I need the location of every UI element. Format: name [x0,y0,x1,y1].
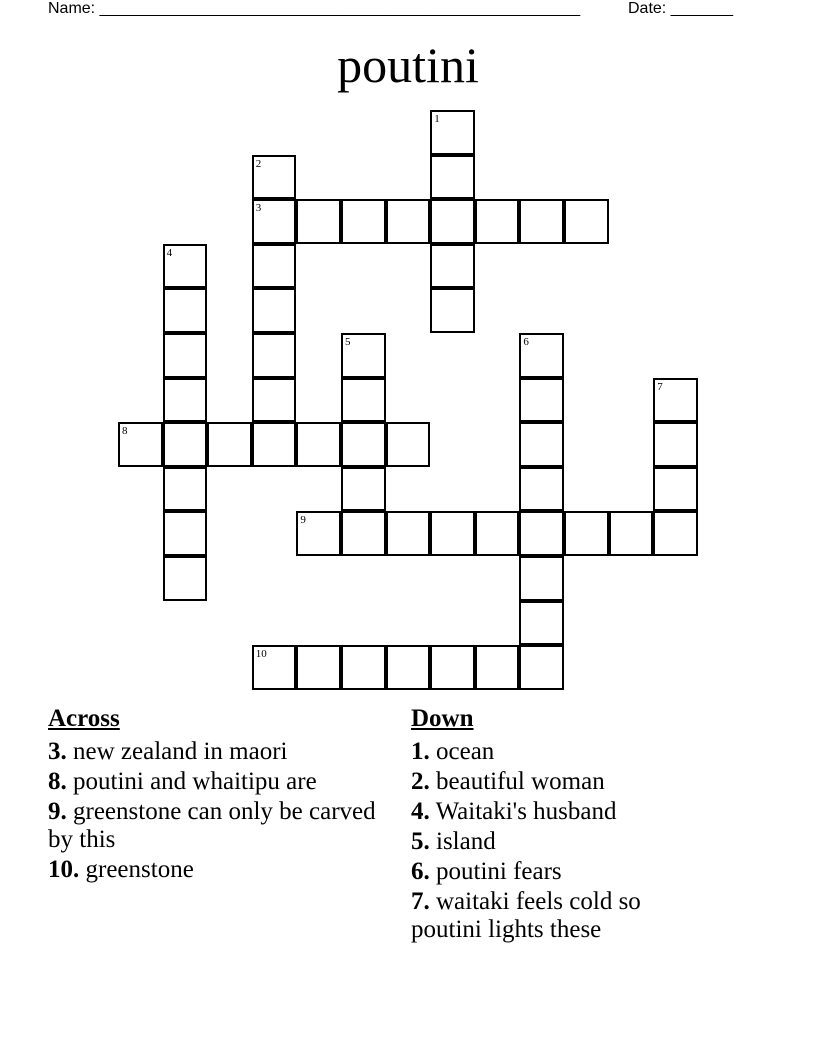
grid-cell[interactable] [163,333,208,378]
grid-cell[interactable] [163,467,208,512]
clue-text: poutini and whaitipu are [73,768,317,795]
grid-cell[interactable] [653,378,698,423]
grid-cell[interactable] [519,333,564,378]
grid-cell[interactable] [341,199,386,244]
grid-cell[interactable] [252,333,297,378]
grid-cell[interactable] [163,288,208,333]
grid-cell[interactable] [163,422,208,467]
clue-number: 5. [411,828,430,855]
grid-cell[interactable] [430,110,475,155]
cell-number: 6 [523,336,529,348]
grid-cell[interactable] [118,422,163,467]
grid-cell[interactable] [386,422,431,467]
grid-cell[interactable] [252,155,297,200]
clue-text: new zealand in maori [73,738,288,765]
grid-cell[interactable] [430,645,475,690]
grid-cell[interactable] [653,422,698,467]
name-label: Name: ______________________________________________________ [48,0,581,17]
grid-cell[interactable] [163,556,208,601]
grid-cell[interactable] [519,556,564,601]
grid-cell[interactable] [564,511,609,556]
down-clues [411,704,711,946]
clue-number: 1. [411,738,430,765]
clue-down-1 [411,738,711,766]
grid-cell[interactable] [341,645,386,690]
cell-number: 10 [255,648,267,661]
grid-cell[interactable] [430,511,475,556]
clue-text: greenstone [85,856,194,883]
grid-cell[interactable] [296,422,341,467]
grid-cell[interactable] [252,288,297,333]
grid-cell[interactable] [519,378,564,423]
grid-cell[interactable] [341,422,386,467]
grid-cell[interactable] [519,511,564,556]
grid-cell[interactable] [519,199,564,244]
clue-across-9 [48,798,378,854]
clue-text: poutini fears [436,858,562,885]
cell-number: 7 [657,380,663,393]
grid-cell[interactable] [296,199,341,244]
grid-cell[interactable] [519,645,564,690]
grid-cell[interactable] [252,645,297,690]
date-label: Date: _______ [628,0,733,17]
clue-down-4 [411,798,711,826]
across-heading: Across [48,705,120,732]
grid-cell[interactable] [430,288,475,333]
grid-cell[interactable] [341,333,386,378]
grid-cell[interactable] [252,244,297,289]
grid-cell[interactable] [252,378,297,423]
grid-cell[interactable] [163,244,208,289]
cell-number: 8 [122,425,128,438]
grid-cell[interactable] [341,467,386,512]
clue-number: 8. [48,768,67,795]
clue-text: island [436,828,496,855]
clue-down-5 [411,828,711,856]
clue-down-6 [411,858,711,886]
grid-cell[interactable] [163,378,208,423]
clue-down-7 [411,888,711,944]
grid-cell[interactable] [519,467,564,512]
grid-cell[interactable] [430,155,475,200]
cell-number: 2 [255,157,262,170]
grid-cell[interactable] [296,511,341,556]
grid-cell[interactable] [609,511,654,556]
cell-number: 3 [255,202,262,215]
grid-cell[interactable] [296,645,341,690]
grid-cell[interactable] [475,645,520,690]
clue-number: 6. [411,858,430,885]
clue-text: Waitaki's husband [435,798,617,825]
grid-cell[interactable] [386,199,431,244]
clue-text: waitaki feels cold so poutini lights these [411,888,641,943]
clue-text: ocean [436,738,495,765]
clue-text: greenstone can only be carved by this [48,798,376,853]
clue-across-3 [48,738,378,766]
grid-cell[interactable] [564,199,609,244]
cell-number: 1 [434,113,440,125]
clue-number: 3. [48,738,67,765]
across-clues [48,704,378,886]
grid-cell[interactable] [475,511,520,556]
grid-cell[interactable] [386,511,431,556]
clue-text: beautiful woman [436,768,605,795]
down-heading: Down [411,705,474,732]
clue-number: 7. [411,888,430,915]
grid-cell[interactable] [341,378,386,423]
clue-number: 4. [411,798,430,825]
clue-number: 10. [48,856,80,883]
grid-cell[interactable] [341,511,386,556]
grid-cell[interactable] [519,422,564,467]
clue-across-10 [48,856,378,884]
clue-down-2 [411,768,711,796]
grid-cell[interactable] [207,422,252,467]
grid-cell[interactable] [653,511,698,556]
grid-cell[interactable] [475,199,520,244]
clue-number: 2. [411,768,430,795]
grid-cell[interactable] [430,199,475,244]
clue-number: 9. [48,798,67,825]
grid-cell[interactable] [430,244,475,289]
puzzle-title: poutini [337,37,479,93]
cell-number: 5 [345,336,351,348]
grid-cell[interactable] [252,422,297,467]
grid-cell[interactable] [252,199,297,244]
grid-cell[interactable] [163,511,208,556]
grid-cell[interactable] [653,467,698,512]
grid-cell[interactable] [519,601,564,646]
clue-across-8 [48,768,378,796]
cell-number: 4 [166,246,173,259]
cell-number: 9 [300,514,306,527]
grid-cell[interactable] [386,645,431,690]
